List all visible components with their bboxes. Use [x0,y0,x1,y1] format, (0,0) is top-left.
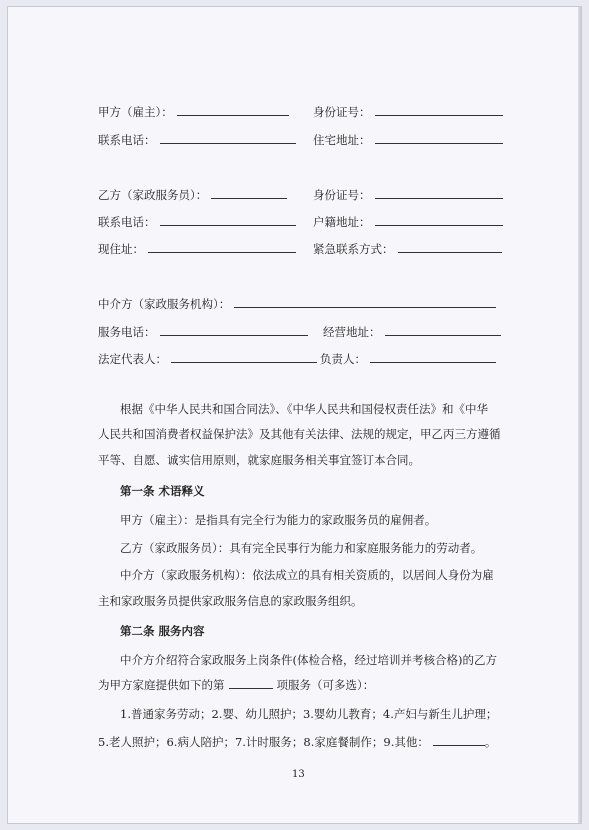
party-b-current-row [98,240,296,257]
party-b-label: 乙方（家政服务员）： [98,188,208,202]
article-2-title: 第二条 服务内容 [120,624,205,638]
agency-business-label: 经营地址： [323,325,381,339]
article-2-line-2-start: 为甲方家庭提供如下的第 [98,678,225,692]
page-edge [578,7,581,823]
party-a-address-label: 住宅地址： [313,133,371,147]
page-number: 13 [292,769,305,780]
agency-phone-row [98,323,308,340]
party-b-phone-row [98,213,296,230]
party-a-phone-blank[interactable] [160,131,296,144]
service-items-line-1: 1.普通家务劳动；2.婴、幼儿照护；3.婴幼儿教育；4.产妇与新生儿护理； [120,707,498,721]
article-1-definition-c1: 中介方（家政服务机构）：依法成立的具有相关资质的，以居间人身份为雇 [120,568,494,582]
agency-charge-label: 负责人： [320,352,366,366]
agency-row [98,295,496,312]
service-items-line-2-text: 5.老人照护；6.病人陪护；7.计时服务；8.家庭餐制作；9.其他： [98,735,429,749]
agency-charge-row [320,350,496,367]
party-a-phone-label: 联系电话： [98,133,156,147]
agency-label: 中介方（家政服务机构）： [98,297,231,311]
party-a-id-row [313,103,503,120]
article-2-line-2 [98,672,374,698]
party-a-id-blank[interactable] [375,103,503,116]
party-b-household-label: 户籍地址： [313,215,371,229]
party-b-current-blank[interactable] [148,240,296,253]
party-b-emergency-blank[interactable] [398,240,502,253]
article-1-definition-b: 乙方（家政服务员）：具有完全民事行为能力和家庭服务能力的劳动者。 [120,541,483,555]
agency-rep-blank[interactable] [171,350,317,363]
agency-rep-label: 法定代表人： [98,352,167,366]
article-1-definition-a: 甲方（雇主）：是指具有完全行为能力的家政服务员的雇佣者。 [120,513,437,527]
service-items-line-2-end: 。 [484,735,497,749]
party-b-id-label: 身份证号： [313,188,371,202]
agency-name-blank[interactable] [234,295,496,308]
article-2-line-2-end: 项服务（可多选）： [276,678,375,692]
party-b-current-label: 现住址： [98,242,144,256]
agency-rep-row [98,350,317,367]
party-b-id-row [313,186,503,203]
agency-business-blank[interactable] [385,323,501,336]
party-a-id-label: 身份证号： [313,105,371,119]
party-a-row [98,103,289,120]
party-a-label: 甲方（雇主）： [98,105,173,119]
party-b-emergency-row [313,240,502,257]
intro-line-2: 人民共和国消费者权益保护法》及其他有关法律、法规的规定，甲乙丙三方遵循 [98,427,501,441]
agency-phone-label: 服务电话： [98,325,156,339]
party-a-address-row [313,131,503,148]
agency-phone-blank[interactable] [160,323,308,336]
service-other-blank[interactable] [433,733,485,746]
party-b-phone-label: 联系电话： [98,215,156,229]
party-b-emergency-label: 紧急联系方式： [313,242,394,256]
intro-line-3: 平等、自愿、诚实信用原则，就家庭服务相关事宜签订本合同。 [98,453,420,467]
party-b-household-blank[interactable] [375,213,503,226]
agency-business-row [323,323,501,340]
party-b-household-row [313,213,503,230]
agency-charge-blank[interactable] [370,350,496,363]
article-1-definition-c2: 主和家政服务员提供家政服务信息的家政服务组织。 [98,594,363,608]
article-2-line-1: 中介方介绍符合家政服务上岗条件(体检合格，经过培训并考核合格)的乙方 [120,653,497,667]
party-a-phone-row [98,131,296,148]
party-b-name-blank[interactable] [211,186,287,199]
party-b-phone-blank[interactable] [160,213,296,226]
party-a-address-blank[interactable] [375,131,503,144]
article-1-title: 第一条 术语释义 [120,484,205,498]
document-page [7,6,582,824]
intro-line-1: 根据《中华人民共和国合同法》、《中华人民共和国侵权责任法》和《中华 [120,402,488,416]
party-b-id-blank[interactable] [375,186,503,199]
service-items-line-2 [98,729,496,755]
service-number-blank[interactable] [229,676,273,689]
party-a-name-blank[interactable] [177,103,289,116]
party-b-row [98,186,287,203]
